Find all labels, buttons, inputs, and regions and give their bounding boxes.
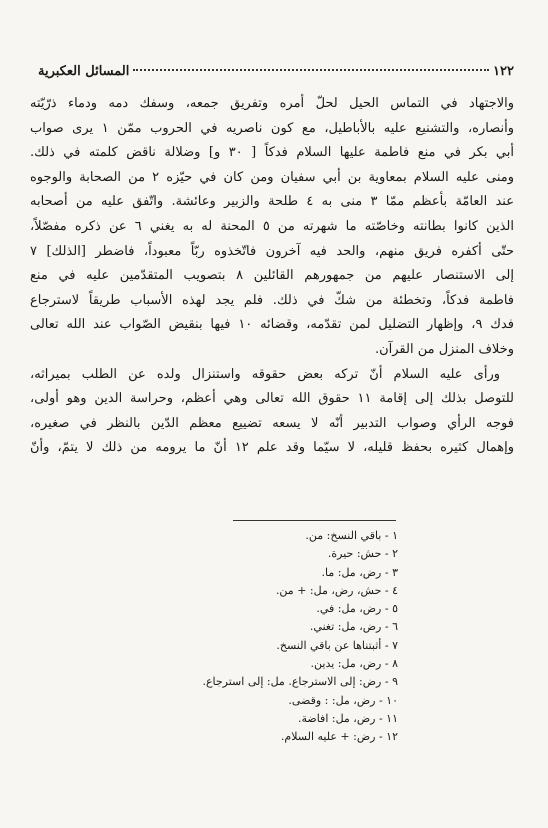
running-header [38, 64, 514, 84]
text-line: وخلاف المنزل من القرآن. [374, 341, 514, 357]
text-line: فدك ٩، وإظهار التضليل لمن تقدّمه، وقضائه ١٠ فيها بنقيض الصّواب عند الله تعالى [30, 317, 514, 333]
footnote: ١١ - رض، مل: افاضة. [297, 711, 398, 725]
footnote: ٨ - رض، مل: يدين. [310, 657, 398, 671]
text-line: وأنصاره، والتشنيع عليه بالأباطيل، مع كون ناصريه في الحروب ممّن ١ يرى صواب [30, 120, 514, 136]
text-line: إلى الاستنصار عليهم من جمهورهم القائلين ٨ بتصويب المتقدّمين عليه في منع [30, 268, 514, 284]
text-line: أبي بكر في منع فاطمة عليها السلام فدكاً [ ٣٠ و] وضلالة ناقض كلمته في ذلك. [30, 145, 514, 161]
book-title: المسائل العكبرية [38, 64, 130, 79]
text-line: فوجه الرأي وصواب التدبير أنّه لا يسعه تضييع معظم الدّين بالنظر في صغيره، [30, 415, 514, 431]
footnote: ٢ - حش: حيرة. [327, 547, 398, 561]
footnote: ١٢ - رض: + عليه السلام. [280, 730, 398, 744]
footnote: ٥ - رض، مل: في. [316, 602, 398, 616]
footnote: ٦ - رض، مل: تغني. [309, 620, 398, 634]
text-line: ومنى عليه السلام بمعاوية بن أبي سفيان ومن كان في حيّزه ٢ من الصحابة والوجوه [30, 169, 514, 185]
footnote: ٧ - أثبتناها عن باقي النسخ. [276, 638, 398, 652]
text-line: فاطمة فدكاً، وتخطئة من شكّ في ذلك. فلم يجد لهذه الأسباب طريقاً لاسترجاع [30, 292, 514, 308]
text-line: والاجتهاد في التماس الحيل لحلّ أمره وتفريق جمعه، وسفك دمه ودماء ذرّيّته [30, 96, 514, 111]
header-dot-leader [133, 69, 489, 71]
footnote: ١ - باقي النسخ: من. [305, 529, 398, 542]
main-text [30, 92, 514, 461]
footnote: ٩ - رض: إلى الاسترجاع. مل: إلى استرجاع. [202, 675, 398, 689]
footnote-separator [233, 520, 396, 521]
text-line: وإهمال كثيره بحفظ قليله، لا سيّما وقد علم ١٢ أنّ ما يرومه من ذلك لا يتمّ، وأنّ [30, 440, 514, 456]
text-line: حتّى أكفره فريق منهم، والحد فيه آخرون فاتّخذوه ربّاً معبوداً، فاضطر [الذلك] ٧ [30, 243, 514, 259]
text-line: عند العامّة بأعظم ممّا ٣ منى به ٤ طلحة والزبير وعائشة. واتّفق عليه من أصحابه [30, 194, 514, 210]
text-line: ورأى عليه السلام أنّ تركه بعض حقوقه واستنزال ولده عن الطلب بميراثه، [30, 366, 500, 382]
footnotes [110, 527, 398, 747]
text-line: الذين كانوا بطانته وخاصّته ما شهرته من ٥ المحنة له به يغني ٦ عن ذكره مفصّلاً، [30, 218, 514, 234]
text-line: للتوصل بذلك إلى إقامة ١١ حقوق الله تعالى وهي أعظم، وحراسة الدين وهو أولى، [30, 391, 514, 407]
footnote: ٣ - رض، مل: ما. [321, 565, 398, 579]
footnote: ١٠ - رض، مل: : وقضى. [288, 693, 398, 707]
footnote: ٤ - حش، رض، مل: + من. [275, 583, 398, 597]
page-number: ١٢٢ [493, 64, 514, 79]
